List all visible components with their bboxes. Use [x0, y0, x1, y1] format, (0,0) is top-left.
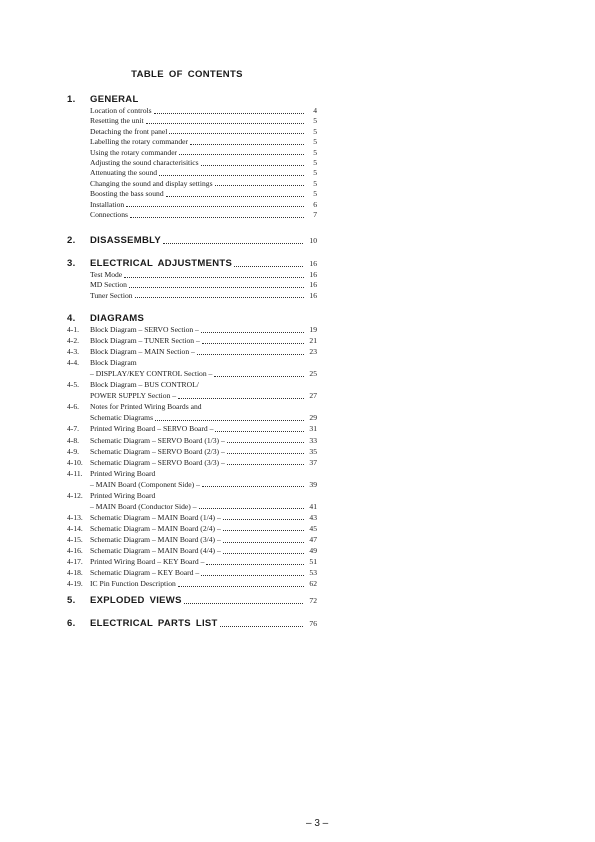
entry-label: Schematic Diagrams	[90, 413, 154, 423]
entry-label: Test Mode	[90, 270, 123, 279]
dot-leader	[154, 113, 304, 114]
entry-number: 4-3.	[67, 347, 80, 357]
entry-label: – DISPLAY/KEY CONTROL Section –	[90, 369, 213, 379]
entry-page: 5	[313, 158, 317, 167]
dot-leader	[166, 196, 304, 197]
entry-number: 4-1.	[67, 325, 80, 334]
entry-page: 43	[309, 512, 317, 522]
toc-entry	[67, 188, 317, 199]
entry-page: 16	[309, 290, 317, 300]
entry-number: 4-7.	[67, 424, 80, 434]
entry-page: 21	[309, 336, 317, 346]
entry-page: 7	[313, 210, 317, 219]
toc-entry	[67, 567, 317, 578]
entry-page: 51	[309, 557, 317, 566]
entry-number: 4-2.	[67, 336, 80, 346]
toc-entry	[67, 379, 317, 390]
toc-entry	[67, 523, 317, 534]
entry-number: 4-5.	[67, 380, 80, 390]
page-title: TABLE OF CONTENTS	[131, 69, 243, 80]
section-heading	[67, 235, 317, 247]
toc-entry	[67, 412, 317, 423]
entry-label: Using the rotary commander	[90, 147, 178, 157]
toc-entry	[67, 578, 317, 589]
entry-label: POWER SUPPLY Section –	[90, 391, 177, 401]
section-number: 4.	[67, 313, 76, 324]
toc-entry	[67, 199, 317, 210]
entry-label: Installation	[90, 199, 125, 209]
toc-entry	[67, 435, 317, 446]
entry-page: 45	[309, 523, 317, 533]
entry-label: Schematic Diagram – SERVO Board (2/3) –	[90, 446, 225, 456]
entry-page: 16	[309, 280, 317, 290]
dot-leader	[155, 420, 304, 421]
entry-label: Printed Wiring Board	[90, 490, 156, 500]
toc-entry	[67, 335, 317, 346]
entry-label: Resetting the unit	[90, 116, 144, 126]
entry-label: Schematic Diagram – SERVO Board (3/3) –	[90, 457, 225, 467]
entry-label: Block Diagram	[90, 358, 137, 368]
dot-leader	[197, 354, 304, 355]
toc-entry	[67, 178, 317, 189]
section-number: 2.	[67, 235, 76, 246]
entry-number: 4-19.	[67, 579, 83, 589]
entry-page: 47	[309, 535, 317, 544]
entry-page: 5	[313, 137, 317, 147]
toc-entry	[67, 157, 317, 168]
dot-leader	[227, 453, 304, 454]
dot-leader	[227, 442, 304, 443]
toc-entry	[67, 457, 317, 468]
dot-leader	[201, 332, 304, 333]
dot-leader	[159, 175, 304, 176]
dot-leader	[129, 287, 304, 288]
entry-label: MD Section	[90, 280, 127, 290]
entry-number: 4-4.	[67, 358, 80, 368]
entry-number: 4-16.	[67, 546, 83, 555]
entry-number: 4-15.	[67, 535, 83, 544]
dot-leader	[215, 431, 304, 432]
toc-entry	[67, 512, 317, 523]
entry-label: Adjusting the sound characterisitics	[90, 158, 199, 167]
entry-page: 41	[309, 501, 317, 511]
dot-leader	[146, 123, 304, 124]
entry-page: 5	[313, 147, 317, 157]
entry-page: 35	[309, 446, 317, 456]
section-number: 6.	[67, 618, 76, 629]
entry-label: Printed Wiring Board – SERVO Board –	[90, 424, 214, 434]
dot-leader	[201, 165, 304, 166]
toc-entry	[67, 423, 317, 434]
entry-page: 39	[309, 479, 317, 489]
entry-page: 31	[309, 424, 317, 434]
toc-entry	[67, 368, 317, 379]
entry-label: Changing the sound and display settings	[90, 178, 213, 188]
toc-entry	[67, 446, 317, 457]
dot-leader	[179, 154, 304, 155]
entry-page: 25	[309, 369, 317, 379]
entry-page: 4	[313, 106, 317, 115]
toc-entry	[67, 545, 317, 556]
dot-leader	[124, 277, 304, 278]
entry-page: 5	[313, 116, 317, 126]
toc-entry	[67, 479, 317, 490]
entry-label: – MAIN Board (Component Side) –	[90, 479, 200, 489]
entry-page: 62	[309, 579, 317, 589]
entry-label: Block Diagram – TUNER Section –	[90, 336, 200, 346]
toc-entry	[67, 534, 317, 545]
section-page: 72	[309, 596, 317, 605]
toc-entry	[67, 167, 317, 178]
dot-leader	[223, 519, 304, 520]
section-number: 3.	[67, 258, 76, 269]
entry-number: 4-6.	[67, 402, 80, 412]
toc-entry	[67, 105, 317, 116]
section-title: ELECTRICAL PARTS LIST	[90, 618, 218, 629]
toc-entry	[67, 401, 317, 412]
section-number: 1.	[67, 94, 76, 105]
section-title: DIAGRAMS	[90, 313, 145, 324]
entry-label: Location of controls	[90, 106, 152, 115]
entry-number: 4-12.	[67, 490, 83, 500]
section-title: EXPLODED VIEWS	[90, 595, 182, 606]
entry-number: 4-11.	[67, 468, 83, 478]
section-page: 76	[309, 619, 317, 628]
entry-label: Tuner Section	[90, 290, 133, 300]
entry-number: 4-14.	[67, 523, 83, 533]
entry-page: 23	[309, 347, 317, 357]
toc-entry	[67, 324, 317, 335]
entry-page: 27	[309, 391, 317, 401]
dot-leader	[130, 217, 304, 218]
entry-number: 4-8.	[67, 435, 80, 445]
entry-page: 16	[309, 270, 317, 279]
entry-number: 4-10.	[67, 457, 83, 467]
entry-page: 19	[309, 325, 317, 334]
entry-page: 49	[309, 546, 317, 555]
entry-label: Attenuating the sound	[90, 168, 158, 178]
dot-leader	[206, 564, 304, 565]
entry-label: Schematic Diagram – SERVO Board (1/3) –	[90, 435, 225, 445]
entry-label: Notes for Printed Wiring Boards and	[90, 402, 202, 412]
dot-leader	[135, 297, 304, 298]
toc-entry	[67, 209, 317, 220]
entry-number: 4-18.	[67, 568, 83, 578]
dot-leader	[223, 542, 304, 543]
dot-leader	[214, 376, 304, 377]
entry-label: Schematic Diagram – KEY Board –	[90, 568, 200, 578]
toc-entry	[67, 115, 317, 126]
toc-entry	[67, 290, 317, 301]
dot-leader	[223, 553, 304, 554]
entry-label: Block Diagram – SERVO Section –	[90, 325, 199, 334]
toc-entry	[67, 490, 317, 501]
toc-entry	[67, 468, 317, 479]
toc-entry	[67, 136, 317, 147]
dot-leader	[223, 530, 304, 531]
section-title: DISASSEMBLY	[90, 235, 162, 246]
section-page: 16	[309, 259, 317, 268]
entry-label: Schematic Diagram – MAIN Board (2/4) –	[90, 523, 221, 533]
dot-leader	[201, 575, 304, 576]
entry-label: Connections	[90, 210, 128, 219]
entry-page: 33	[309, 435, 317, 445]
dot-leader	[202, 486, 304, 487]
toc-entry	[67, 501, 317, 512]
toc-entry	[67, 357, 317, 368]
dot-leader	[169, 133, 304, 134]
entry-number: 4-13.	[67, 512, 83, 522]
entry-label: Block Diagram – BUS CONTROL/	[90, 380, 199, 390]
entry-page: 29	[309, 413, 317, 423]
entry-label: Printed Wiring Board – KEY Board –	[90, 557, 205, 566]
dot-leader	[199, 508, 304, 509]
entry-number: 4-17.	[67, 557, 83, 566]
toc-entry	[67, 390, 317, 401]
page-number: – 3 –	[306, 818, 329, 829]
dot-leader	[178, 398, 304, 399]
dot-leader	[234, 266, 303, 267]
dot-leader	[202, 343, 304, 344]
entry-page: 37	[309, 457, 317, 467]
section-heading	[67, 618, 317, 630]
dot-leader	[163, 243, 303, 244]
toc-entry	[67, 279, 317, 290]
section-title: GENERAL	[90, 94, 139, 105]
dot-leader	[178, 586, 304, 587]
dot-leader	[184, 603, 303, 604]
entry-label: Schematic Diagram – MAIN Board (3/4) –	[90, 535, 221, 544]
dot-leader	[220, 626, 303, 627]
entry-page: 6	[313, 199, 317, 209]
entry-page: 53	[309, 568, 317, 578]
entry-page: 5	[313, 178, 317, 188]
toc-entry	[67, 269, 317, 280]
entry-page: 5	[313, 168, 317, 178]
entry-label: Schematic Diagram – MAIN Board (4/4) –	[90, 546, 221, 555]
entry-label: Labelling the rotary commander	[90, 137, 189, 147]
entry-label: Printed Wiring Board	[90, 468, 156, 478]
dot-leader	[126, 206, 304, 207]
section-heading	[67, 595, 317, 607]
toc-entry	[67, 556, 317, 567]
entry-label: – MAIN Board (Conductor Side) –	[90, 501, 197, 511]
toc-entry	[67, 346, 317, 357]
entry-label: Detaching the front panel	[90, 126, 168, 136]
entry-page: 5	[313, 126, 317, 136]
dot-leader	[227, 464, 304, 465]
entry-number: 4-9.	[67, 446, 80, 456]
entry-label: Block Diagram – MAIN Section –	[90, 347, 195, 357]
section-page: 10	[309, 236, 317, 245]
entry-label: IC Pin Function Description	[90, 579, 176, 589]
section-title: ELECTRICAL ADJUSTMENTS	[90, 258, 233, 269]
dot-leader	[190, 144, 304, 145]
dot-leader	[215, 185, 304, 186]
entry-label: Boosting the bass sound	[90, 189, 164, 199]
section-number: 5.	[67, 595, 76, 606]
entry-page: 5	[313, 189, 317, 199]
entry-label: Schematic Diagram – MAIN Board (1/4) –	[90, 512, 221, 522]
toc-entry	[67, 126, 317, 137]
toc-entry	[67, 147, 317, 158]
